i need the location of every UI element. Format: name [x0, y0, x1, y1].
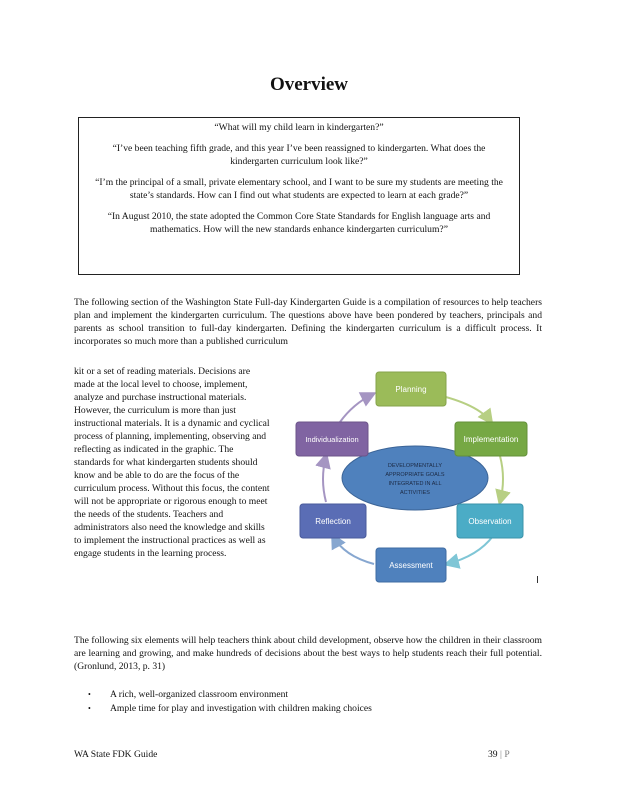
- list-item: [88, 702, 372, 716]
- list-item: [88, 688, 372, 702]
- node-implementation-label: Implementation: [463, 435, 519, 444]
- center-text-line-2: APPROPRIATE GOALS: [385, 472, 445, 478]
- quote-2: “I’ve been teaching fifth grade, and this year I’ve been reassigned to kindergarten. What does the kindergarten curriculum look like?”: [112, 143, 486, 167]
- list-item-text: A rich, well-organized classroom environment: [110, 689, 289, 700]
- arrow-reflection-individualization: [323, 456, 326, 502]
- intro-paragraph: The following section of the Washington State Full-day Kindergarten Guide is a compilation of resources to help teachers plan and implement the kindergarten curriculum. The questions above have been pondered by teachers, principals and parents as school transition to full-day kindergarten. Defining the kindergarten curriculum is a difficult process. It incorporates so much more than a published curriculum: [74, 297, 542, 347]
- footer-page-info: [488, 749, 510, 760]
- page-title: Overview: [269, 74, 349, 95]
- footer-guide-title: WA State FDK Guide: [74, 749, 158, 760]
- elements-paragraph: The following six elements will help teachers think about child development, observe how the children in their classroom are learning and growing, and make hundreds of decisions about the best ways to help students reach their full potential. (Gronlund, 2013, p. 31): [74, 635, 542, 672]
- quote-4: “In August 2010, the state adopted the Common Core State Standards for English language arts and mathematics. How will the new standards enhance kindergarten curriculum?”: [107, 211, 491, 235]
- node-planning-label: Planning: [395, 385, 427, 394]
- arrow-assessment-reflection: [333, 536, 374, 564]
- node-planning: [376, 372, 446, 406]
- center-text-line-1: DEVELOPMENTALLY: [387, 463, 443, 469]
- elements-list: [88, 688, 372, 716]
- node-reflection-label: Reflection: [315, 517, 351, 526]
- node-individualization-label: Individualization: [305, 435, 359, 444]
- node-individualization: [296, 422, 368, 456]
- arrow-implementation-observation: [500, 456, 503, 502]
- quote-3: “I’m the principal of a small, private elementary school, and I want to be sure my students are meeting the state’s standards. How can I find out what students are expected to learn at each grade?”: [95, 177, 503, 201]
- page-label: P: [504, 749, 510, 760]
- node-assessment: [376, 548, 446, 582]
- intro-paragraph-continued: kit or a set of reading materials. Decisions are made at the local level to choose, implement, analyze and purchase instructional materials. However, the curriculum is more than just instructional materials. It is a dynamic and cyclical process of planning, implementing, observing and reflecting as indicated in the graphic. The standards for what kindergarten students should know and be able to do are the focus of the curriculum process. Without this focus, the content will not be appropriate or rigorous enough to meet the needs of the students. Teachers and administrators also need the knowledge and skills to implement the instructional practices as well as engage students in the learning process.: [74, 366, 270, 559]
- list-item-text: Ample time for play and investigation with children making choices: [110, 703, 372, 714]
- node-observation: [457, 504, 523, 538]
- quote-box: [78, 117, 520, 275]
- arrow-individualization-planning: [340, 394, 373, 422]
- quote-1: “What will my child learn in kindergarten?”: [214, 122, 384, 133]
- arrow-observation-assessment: [447, 536, 493, 564]
- page-number: 39: [488, 749, 498, 760]
- node-implementation: [455, 422, 527, 456]
- bullet-icon: •: [88, 690, 91, 699]
- page-separator: |: [500, 749, 502, 760]
- bullet-icon: •: [88, 704, 91, 713]
- center-text-line-4: ACTIVITIES: [400, 490, 430, 496]
- node-observation-label: Observation: [468, 517, 512, 526]
- node-assessment-label: Assessment: [389, 561, 433, 570]
- node-reflection: [300, 504, 366, 538]
- center-text-line-3: INTEGRATED IN ALL: [388, 481, 442, 487]
- margin-mark: [537, 576, 538, 583]
- curriculum-cycle-diagram: [288, 364, 540, 586]
